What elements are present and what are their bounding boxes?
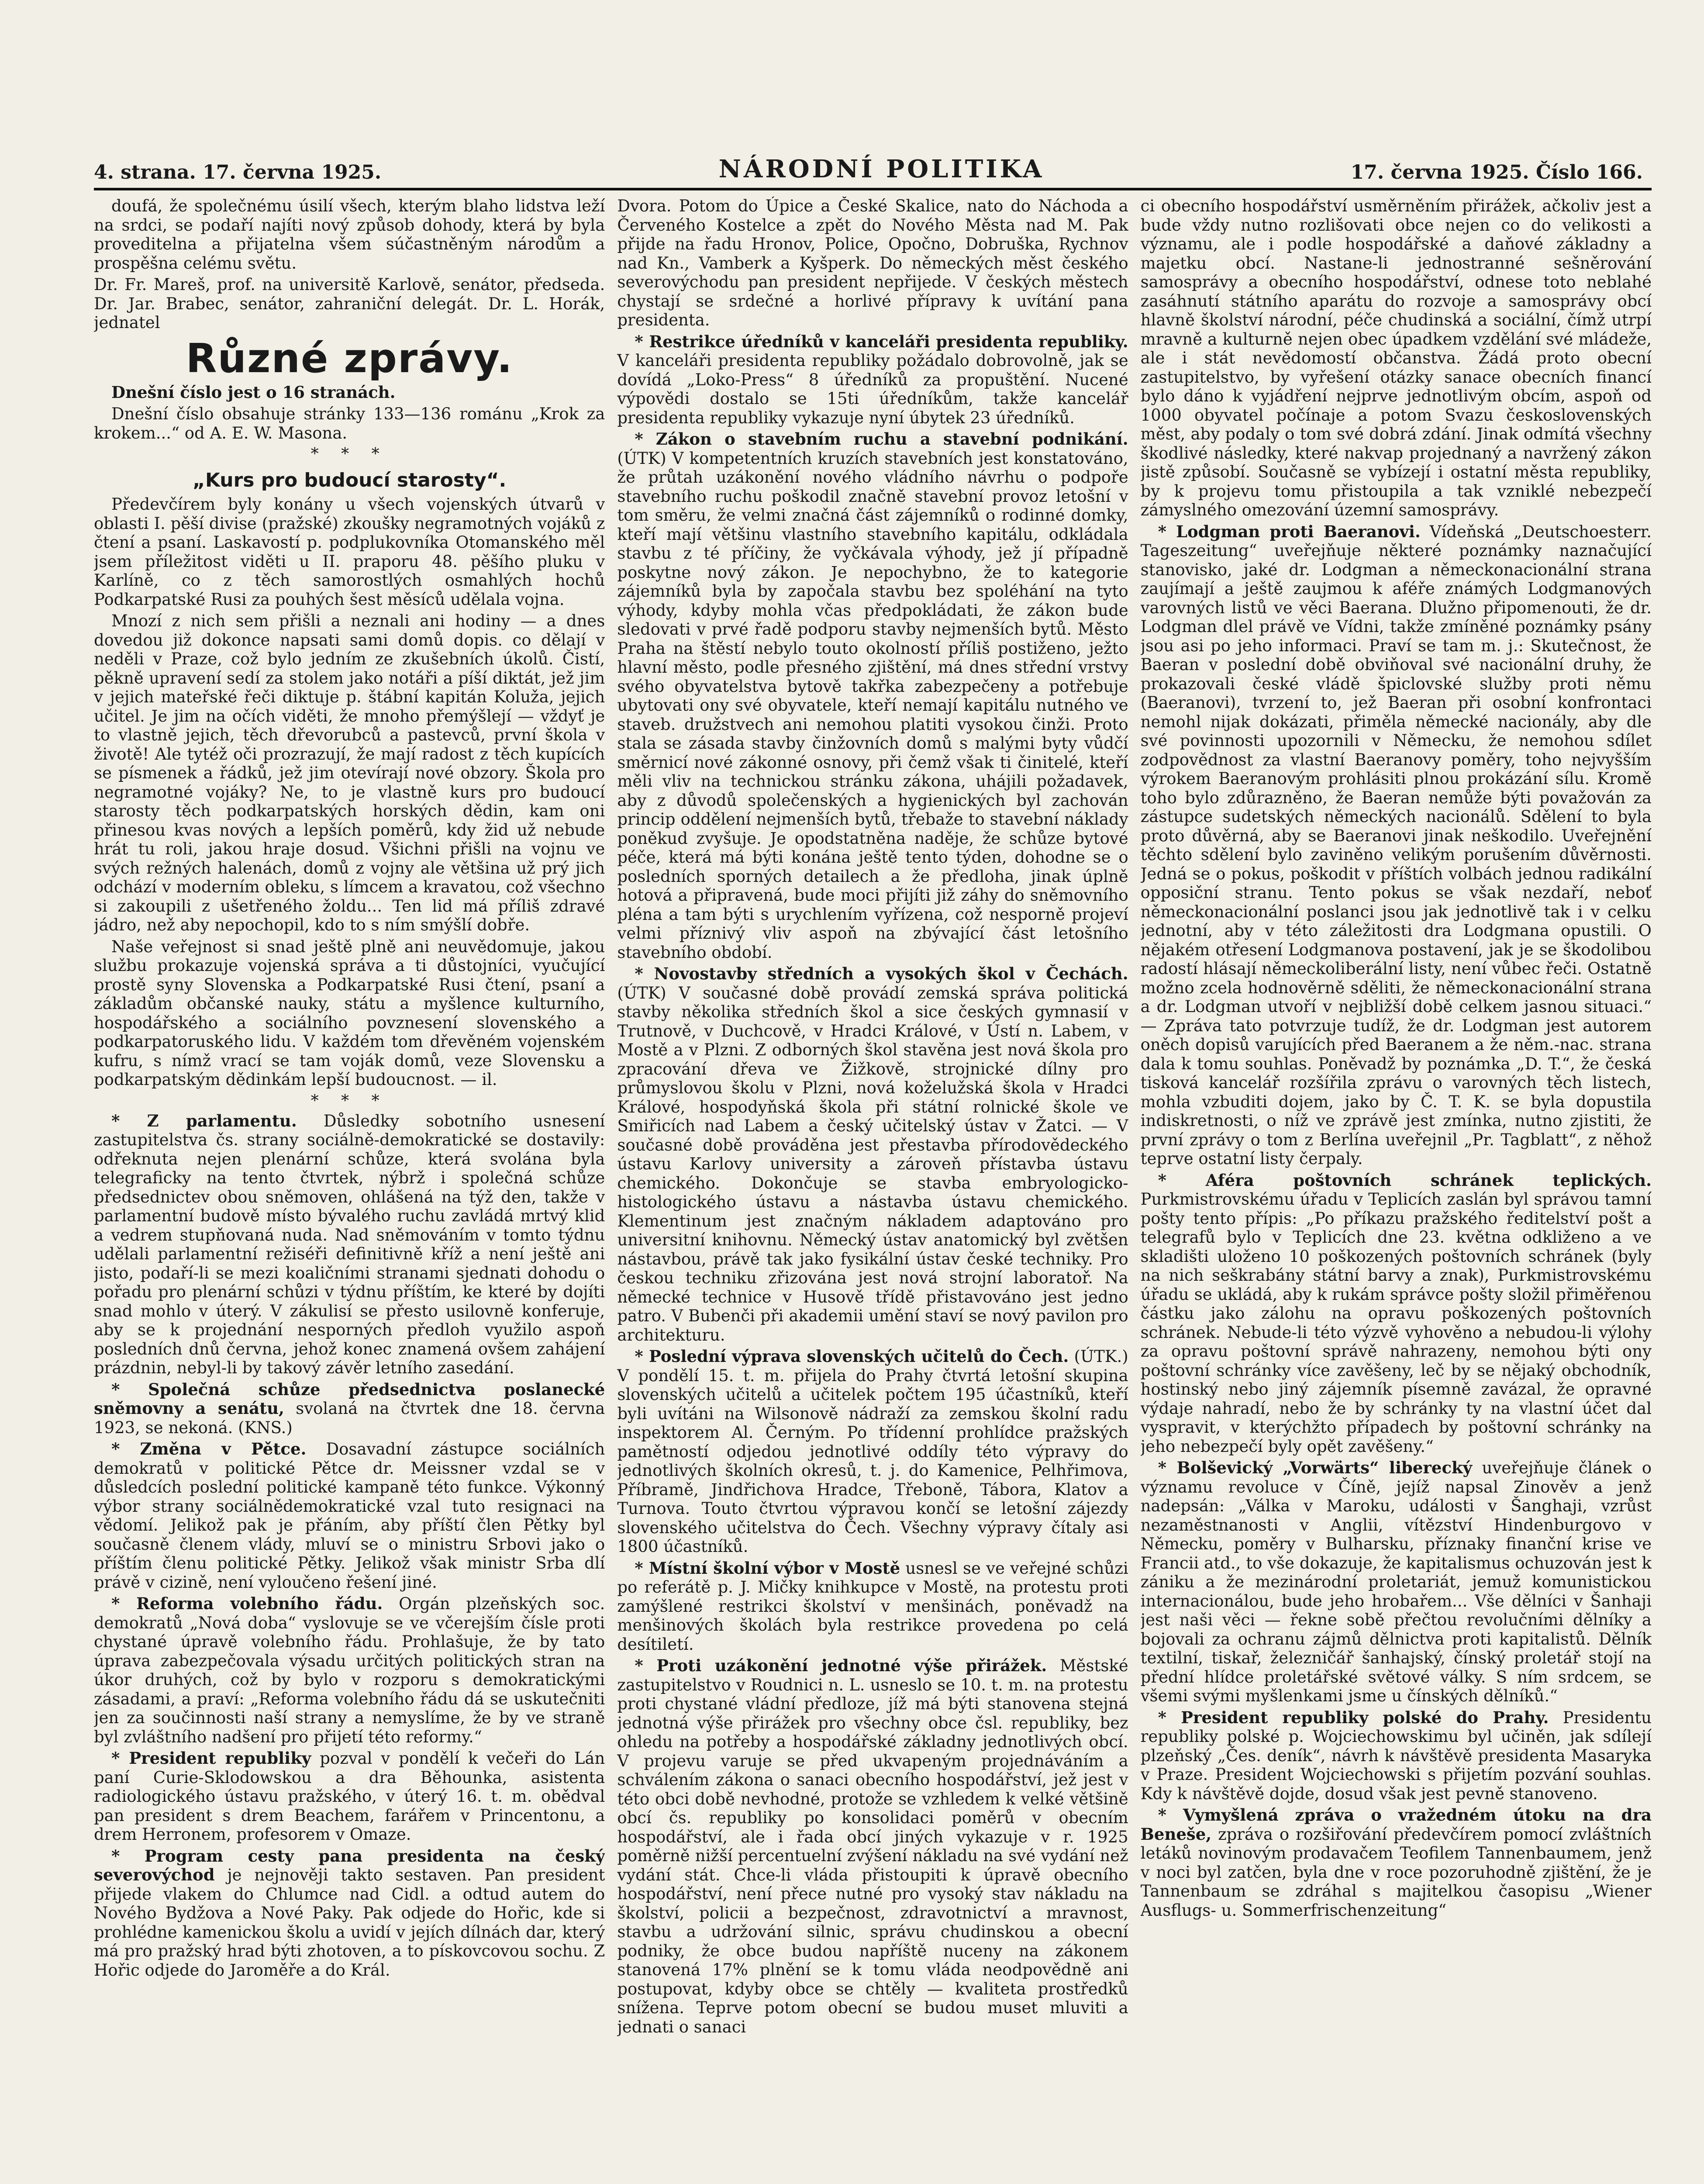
news-heading: * Program cesty pana presidenta na český severovýchod xyxy=(94,1846,605,1884)
page-number-date: 4. strana. 17. června 1925. xyxy=(94,161,382,183)
columns xyxy=(94,197,1652,2149)
news-heading: * Poslední výprava slovenských učitelů do Čech. xyxy=(635,1347,1069,1366)
news-text: (ÚTK) V kompetentních kruzích stavebních jest konstatováno, že průtah uzákonění nového vládního návrhu o podpoře stavebního ruchu poškodil značně stavební provoz letošní v tom směru, že velmi značná část zájemníků o rodinné domky, kteří mají většinu vlastního stavebního kapitálu, odkládala stavbu z té příčiny, že vyčkávala výhody, jež jí případně poskytne nový zákon. Je nepochybno, že to kategorie zájemníků byla by započala stavbu bez spoléhání na tyto výhody, kdyby mohla včas předpokládati, že zákon bude sledovati v prvé řadě podporu stavby nejmenších bytů. Město Praha na štěstí nebylo touto okolností příliš postiženo, ježto hlavní město, podle přesného zjištění, má dnes střední vrstvy svého obyvatelstva bytově takřka zabezpečeny a potřebuje ubytovati ony své obyvatele, kteří nemají kapitálu nutného ve staveb. družstvech ani nemohou platiti vysokou činži. Proto stala se zásada stavby činžovních domů s malými byty vůdčí směrnicí nové zákonné osnovy, při čemž však ti činitelé, kteří měli vliv na technickou stránku zákona, uhájili požadavek, aby z důvodů společenských a hygienických byl zachován princip oddělení nejmenších bytů, třebaže to stavební náklady poněkud zvyšuje. Je opodstatněna naděje, že schůze bytové péče, která má býti konána ještě tento týden, dohodne se o posledních sporných detailech a že předloha, jinak úplně hotová a připravená, bude moci přijíti již záhy do sněmovního pléna a tam býti s urychlením vyřízena, což nesporně projeví velmi příznivý vliv aspoň na zbývající část letošního stavebního období. xyxy=(617,449,1128,962)
header-rule xyxy=(94,188,1652,190)
news-heading: * Společná schůze předsednictva poslanecké sněmovny a senátu, xyxy=(94,1379,605,1418)
article-text: Mnozí z nich sem přišli a neznali ani hodiny — a dnes dovedou již dokonce napsati sami domů dopis. co dělají v neděli v Praze, což bylo jedním ze zkušebních úkolů. Čistí, pěkně upravení sedí za stolem jako notáři a píší diktát, jež jim v jejich mateřské řeči diktuje p. štábní kapitán Koluža, jejich učitel. Je jim na očích viděti, že mnoho přemýšlejí — vždyť je to vlastně jejich, těch dřevorubců a pastevců, první škola v životě! Ale tytéž oči prozrazují, že mají radost z těch kupících se písmenek a řádků, jež jim otevírají nové obzory. Škola pro negramotné vojáky? Ne, to je vlastně kurs pro budoucí starosty těch podkarpatských horských dědin, kam oni přinesou kvas nových a lepších poměrů, kdy žid už nebude hrát tu roli, jakou hraje dosud. Všichni přišli na vojnu ve svých režných halenách, domů z vojny ale většina už prý jich odchází v moderním obleku, s límcem a kravatou, což všechno si zakoupili z ušetřeného žoldu... Ten lid má příliš zdravé jádro, než aby nepochopil, kdo to s ním smýšlí dobře. xyxy=(94,612,605,934)
news-text: Městské zastupitelstvo v Roudnici n. L. usneslo se 10. t. m. na protestu proti chystané vládní předloze, jíž má býti stanovena stejná jednotná výše přirážek pro všechny obce čsl. republiky, bez ohledu na potřeby a hospodářské základny jednotlivých obcí. V projevu varuje se před ukvapeným projednáváním a schválením zákona o sanaci obecního hospodářství, jež jest v této obci době nevhodné, protože se vzhledem k velké většině obcí čs. republiky po konsolidaci poměrů v obecním hospodářství, ale i řada obcí jiných vykazuje v r. 1925 poměrně nižší percentuelní zvýšení nákladu na své vydání než vydání stát. Chce-li vláda přistoupiti k úpravě obecního hospodářství, není přece nutné pro vysoký stav nákladu na školství, policii a bezpečnost, zdravotnictví a mravnost, stavbu a udržování silnic, správu chudinskou a obecní podniky, že obce budou napříště nuceny na zákonem stanovená 17% plnění se k tomu vláda neodpovědně ani postupovat, kdyby obce se chtěly — kvaliteta prostředků snížena. Teprve potom obecní se budou muset mluviti a jednati o sanaci xyxy=(617,1656,1128,2036)
separator: * * * xyxy=(310,1092,388,1110)
news-heading: * President republiky xyxy=(111,1749,311,1768)
news-text: Purkmistrovskému úřadu v Teplicích zaslán byl správou tamní pošty tento přípis: „Po příkazu pražského ředitelství pošt a telegrafů bylo v Teplicích dne 23. května odkliženo a ve skladišti uloženo 10 poškozených poštovních schránek (byly na nich seškrabány státní barvy a znak), Purkmistrovskému úřadu se ukládá, aby k rukám správce pošty složil přiměřenou částku jako zálohu na opravu poškozených poštovních schránek. Nebude-li této výzvě vyhověno a nebudou-li výlohy za opravu poštovní správě nahrazeny, nemohou býti ony poštovní schránky více zavěšeny, leč by se nějaký obchodník, hostinský nebo jiný zájemník písemně zavázal, že opravné výdaje nahradí, nebo že by schránky ty na vlastní účet dal vyspravit, v kterýchžto případech by poštovní schránky na jeho nebezpečí byly opět zavěšeny.“ xyxy=(1140,1190,1652,1456)
newspaper-title: NÁRODNÍ POLITIKA xyxy=(718,155,1045,183)
signatures: Dr. Fr. Mareš, prof. na universitě Karlově, senátor, předseda. Dr. Jar. Brabec, senátor, zahraniční delegát. Dr. L. Horák, jednatel xyxy=(94,275,605,332)
article-text: Dvora. Potom do Úpice a České Skalice, nato do Náchoda a Červeného Kostelce a zpět do Nového Města nad M. Pak přijde na řadu Hronov, Police, Opočno, Dobruška, Rychnov nad Kn., Vamberk a Kyšperk. Do německých měst českého severovýchodu pan president nepřijede. V českých městech chystají se srdečné a horlivé přípravy k uvítání pana presidenta. xyxy=(617,197,1128,329)
column-2 xyxy=(617,197,1128,2149)
column-3 xyxy=(1141,197,1652,2149)
article-text: ci obecního hospodářství usměrněním přirážek, ačkoliv jest a bude vždy nutno rozlišovati obce nejen co do velikosti a významu, ale i podle hospodářské a daňové základny a majetku obcí. Nastane-li jednostranné sešněrování samosprávy a obecního hospodářství, odnese toto neblahé zasáhnutí státního aparátu do rozvoje a samosprávy obcí hlavně školství národní, péče chudinská a sociální, čímž utrpí mravně a kulturně nejen obec úpadkem vzdělání své mládeže, ale i stát nevědomostí občanstva. Žádá proto obecní zastupitelstvo, by vyřešení otázky sanace obecních financí bylo dáno k vyjádření nejprve jednotlivým obcím, aspoň od 1000 obyvatel počínaje a potom Svazu československých měst, aby podaly o tom své dobrá zdání. Jinak odmítá všechny škodlivé následky, které nakvap projednaný a navržený zákon jistě způsobí. Současně se vybízejí i ostatní města republiky, by k projevu tomu přistoupila a tak vzniklé nebezpečí zámyslného omezování územní samosprávy. xyxy=(1140,197,1652,519)
news-text: zpráva o rozšiřování předevčírem pomocí zvláštních letáků novinovým prodavačem Teofilem Tannenbaumem, jenž v noci byl zatčen, byla dne v roce pozoruhodně zjištění, že je Tannenbaum se zdráhal s majitelkou časopisu „Wiener Ausflugs- u. Sommerfrischenzeitung“ xyxy=(1140,1825,1652,1920)
news-text: Vídeňská „Deutschoesterr. Tageszeitung“ uveřejňuje některé poznámky naznačující stanovisko, jaké dr. Lodgman a německonacionální strana zaujímají a ještě zaujmou k aféře známých Lodgmanových varovných listů ve věci Baerana. Dlužno připomenouti, že dr. Lodgman dlel právě ve Vídni, takže zmíněné poznámky psány jsou asi po jeho informaci. Praví se tam m. j.: Skutečnost, že Baeran v poslední době obviňoval své nacionální druhy, že prokazovali české vládě špiclovské služby proti němu (Baeranovi), tvrzení to, jež Baeran při osobní konfrontaci nemohl nijak dokázati, přiměla německé nacionály, aby dle své povinnosti upozornili v Německu, že nemohou sdílet zodpovědnost za vlastní Baeranovy poměry, toho nejvyšším výrokem Baeranovým prohlásiti plnou prokázání sílu. Kromě toho bylo zdůrazněno, že Baeran nemůže býti považován za zástupce sudetských německých nacionálů. Sdělení to byla proto důvěrná, aby se Baeranovi jinak neškodilo. Uveřejnění těchto sdělení bylo zaviněno velikým porušením důvěrnosti. Jedná se o pokus, poškodit v příštích volbách jednou radikální opposiční stranu. Tento pokus se však nezdaří, neboť německonacionální poslanci jsou jak jednotlivě tak i v celku jednotní, aby v této záležitosti dra Lodgmana opustili. O nějakém otřesení Lodgmanova postavení, jak je se škodolibou radostí hlásají německoliberální listy, není vůbec řeči. Ostatně možno zcela hodnověrně sděliti, že německonacionální strana a dr. Lodgman utvoří v nejbližší době celkem jasnou situaci.“ — Zpráva tato potvrzuje tudíž, že dr. Lodgman jest autorem oněch dopisů varujících před Baeranem a že něm.-nac. strana dala k tomu souhlas. Poněvadž by poznámka „D. T.“, že česká tisková kancelář rozšířila zprávu o varovných těch listech, mohla vzbuditi dojem, jako by Č. T. K. se byla dopustila indiskretnosti, o níž ve zprávě jest zmínka, nutno zjistiti, že první zprávy o tom z Berlína uveřejnil „Pr. Tagblatt“, z něhož teprve ostatní listy čerpaly. xyxy=(1140,522,1652,1168)
news-text: (ÚTK) V současné době provádí zemská správa politická stavby několika středních škol a sice českých gymnasií v Trutnově, v Duchcově, v Hradci Králové, v Ústí n. Labem, v Mostě a v Plzni. Z odborných škol stavěna jest nová škola pro zpracování dřeva ve Žižkově, strojnické dílny pro průmyslovou školu v Plzni, nová koželužská škola v Hradci Králové, hospodyňská škola při státní rolnické škole ve Smiřicích nad Labem a český učitelský ústav v Žatci. — V současné době prováděna jest přestavba přírodovědeckého ústavu Karlovy university a zároveň přístavba ústavu chemického. Dokončuje se stavba embryologicko-histologického ústavu a nástavba ústavu chemického. Klementinum jest značným nákladem adaptováno pro universitní knihovnu. Německý ústav anatomický byl zvětšen nástavbou, právě tak jako fysikální ústav české techniky. Pro českou techniku zřizována jest nová strojní laboratoř. Na německé technice v Husově třídě přistavováno jest jedno patro. V Bubenči při akademii umění staví se nový pavilon pro architekturu. xyxy=(617,983,1128,1344)
news-text: pozval v pondělí k večeři do Lán paní Curie-Sklodowskou a dra Běhounka, asistenta radiologického ústavu pražského, v úterý 16. t. m. obědval pan president s drem Beachem, farářem v Princentonu, a drem Herronem, profesorem v Omaze. xyxy=(94,1749,605,1844)
news-heading: * President republiky polské do Prahy. xyxy=(1158,1707,1549,1727)
news-text: svolaná na čtvrtek dne 18. června 1923, se nekoná. (KNS.) xyxy=(94,1399,605,1437)
masthead xyxy=(94,149,1669,183)
issue-date-number: 17. června 1925. Číslo 166. xyxy=(1350,161,1643,183)
news-text: Důsledky sobotního usnesení zastupitelstva čs. strany sociálně-demokratické se dostavily: odřeknuta nejen plenární schůze, která svolána byla telegraficky na tento čtvrtek, nýbrž i společná schůze předsednictev obou sněmoven, ohlášená na týž den, takže v parlamentní budově místo bývalého ruchu zavládá mrtvý klid a vedrem stupňovaná nuda. Nad sněmováním v tomto týdnu udělali parlamentní režiséři definitivně kříž a není ještě ani jisto, podaří-li se mezi koaličními stranami sjednati dohodu o pořadu pro plenární schůzi v týdnu příštím, ke které by dojíti snad mohlo v úterý. V zákulisí se přesto usilovně konferuje, aby se k projednání nesporných předloh využilo aspoň posledních dnů června, jehož konec znamená ovšem zahájení prázdnin, nebyl-li by takový závěr letního zasedání. xyxy=(94,1111,605,1377)
section-heading: Různé zprávy. xyxy=(186,335,513,382)
news-text: Orgán plzeňských soc. demokratů „Nová doba“ vyslovuje se ve včerejším čísle proti chystané úpravě volebního řádu. Prohlašuje, že by tato úprava zabezpečovala výsadu určitých politických stran na úkor druhých, což by bylo v rozporu s demokratickými zásadami, a praví: „Reforma volebního řádu dá se uskutečniti jen za součinnosti naší strany a nemyslíme, že by ve straně byl zvláštního nadšení pro přijetí této reformy.“ xyxy=(94,1594,605,1746)
article-text: Předevčírem byly konány u všech vojenských útvarů v oblasti I. pěší divise (pražské) zkoušky negramotných vojáků z čtení a psaní. Laskavostí p. podplukovníka Otomanského měl jsem příležitost viděti u II. praporu 48. pěšího pluku v Karlíně, co z těch samorostlých osmahlých hochů Podkarpatské Rusi za pouhých šest měsíců udělala vojna. xyxy=(94,495,605,609)
news-heading: * Bolševický „Vorwärts“ liberecký xyxy=(1158,1458,1473,1477)
notice-heading: Dnešní číslo jest o 16 stranách. xyxy=(111,382,396,402)
column-1 xyxy=(94,197,605,2149)
news-heading: * Aféra poštovních schránek teplických. xyxy=(1158,1170,1652,1190)
news-heading: * Reforma volebního řádu. xyxy=(111,1594,383,1613)
article-heading: „Kurs pro budoucí starosty“. xyxy=(193,469,507,491)
news-heading: * Vymyšlená zpráva o vražedném útoku na dra Beneše, xyxy=(1140,1805,1652,1844)
news-text: (ÚTK.) V pondělí 15. t. m. přijela do Prahy čtvrtá letošní skupina slovenských učitelů a učitelek počtem 195 účastníků, kteří byli uvítáni na Wilsonově nádraží za zemskou školní radu inspektorem Al. Černým. Po třídenní prohlídce pražských pamětností odjedou jednotlivé oddíly této výpravy do jednotlivých školních okresů, t. j. do Kamenice, Pelhřimova, Příbramě, Jindřichova Hradce, Třeboně, Tábora, Klatov a Turnova. Touto čtvrtou výpravou končí se letošní zájezdy slovenského učitelstva do Čech. Všechny výpravy čítaly asi 1800 účastníků. xyxy=(617,1347,1128,1556)
news-heading: * Restrikce úředníků v kanceláři presidenta republiky. xyxy=(635,332,1128,351)
news-heading: * Zákon o stavebním ruchu a stavební podnikání. xyxy=(635,429,1128,449)
news-heading: * Lodgman proti Baeranovi. xyxy=(1158,522,1421,541)
news-text: je nejnověji takto sestaven. Pan president přijede vlakem do Chlumce nad Cidl. a odtud autem do Nového Bydžova a Nové Paky. Pak odjede do Hořic, kde si prohlédne kamenickou školu a uvidí v jejích dílnách dar, který má pro pražský hrad býti zhotoven, a to pískovcovou sochu. Z Hořic odjede do Jaroměře a do Král. xyxy=(94,1866,605,1980)
news-heading: * Z parlamentu. xyxy=(111,1111,297,1130)
news-heading: * Proti uzákonění jednotné výše přirážek. xyxy=(635,1656,1047,1675)
article-text: doufá, že společnému úsilí všech, kterým blaho lidstva leží na srdci, se podaří najíti nový způsob dohody, která by byla proveditelna a přijatelna všem súčastněným národům a prospěšna celému světu. xyxy=(94,197,605,273)
notice-text: Dnešní číslo obsahuje stránky 133—136 románu „Krok za krokem...“ od A. E. W. Masona. xyxy=(94,404,605,442)
news-text: V kanceláři presidenta republiky požádalo dobrovolně, jak se dovídá „Loko-Press“ 8 úředníků za propuštění. Nucené výpovědi dostalo se 15ti úředníkům, takže kancelář presidenta republiky vykazuje nyní úbytek 23 úředníků. xyxy=(617,351,1128,427)
news-text: usnesl se ve veřejné schůzi po referátě p. J. Mičky knihkupce v Mostě, na protestu proti zamýšlené restrikci školství v menšinách, poněvadž na menšinových školách byla restrikce provedena po celá desítiletí. xyxy=(617,1559,1128,1654)
separator: * * * xyxy=(310,445,388,463)
news-heading: * Místní školní výbor v Mostě xyxy=(635,1558,900,1578)
news-heading: * Změna v Pětce. xyxy=(111,1439,307,1458)
news-text: Dosavadní zástupce sociálních demokratů v politické Pětce dr. Meissner vzdal se v důsledcích poslední politické kampaně této funkce. Výkonný výbor strany sociálnědemokratické vzal tuto resignaci na vědomí. Jelikož pak je přáním, aby příští člen Pětky byl současně členem vlády, mluví se o ministru Srbovi jako o příštím členu politické Pětky. Jelikož však ministr Srba dlí právě v cizině, není vyloučeno řešení jiné. xyxy=(94,1440,605,1592)
news-text: uveřejňuje článek o významu revoluce v Číně, jejíž napsal Zinověv a jenž nadepsán: „Válka v Maroku, události v Šanghaji, vzrůst nezaměstnanosti v Anglii, vítězství Hindenburgovo v Německu, poměry v Bulharsku, příznaky finanční krise ve Francii atd., to vše dokazuje, že kapitalismus ochuzován jest k zániku a že mezinárodní proletariát, jemuž komunistickou internacionálou, bude jeho hrobařem... Vše dělníci v Šanhaji jest naši věci — řekne sobě přečtou revolučními dělníky a bojovali za ochranu zájmů dělnictva proti kapitalistů. Dělník textilní, tiskař, železničář šanhajský, čínský proletář stojí na přední hlídce proletářské světové války. S ním srdcem, se všemi svými myšlenkami jsme u čínských dělníků.“ xyxy=(1140,1458,1652,1705)
article-text: Naše veřejnost si snad ještě plně ani neuvědomuje, jakou službu prokazuje vojenská správa a ti důstojníci, vyučující prostě syny Slovenska a Podkarpatské Rusi čtení, psaní a základům občanské nauky, státu a myšlence kulturního, hospodářského a sociálního povznesení slovenského a podkarpatoruského lidu. V každém tom dřevěném vojenském kufru, s nímž vrací se tam voják domů, veze Slovensku a podkarpatským dědinkám lepší budoucnost. — il. xyxy=(94,937,605,1089)
news-heading: * Novostavby středních a vysokých škol v Čechách. xyxy=(635,964,1128,983)
news-text: Presidentu republiky polské p. Wojciechowskimu byl učiněn, jak sdílejí plzeňský „Čes. deník“, návrh k návštěvě presidenta Masaryka v Praze. President Wojciechowski s přijetím pozvání souhlas. Kdy k návštěvě dojde, dosud však jest pevně stanoveno. xyxy=(1140,1708,1652,1803)
